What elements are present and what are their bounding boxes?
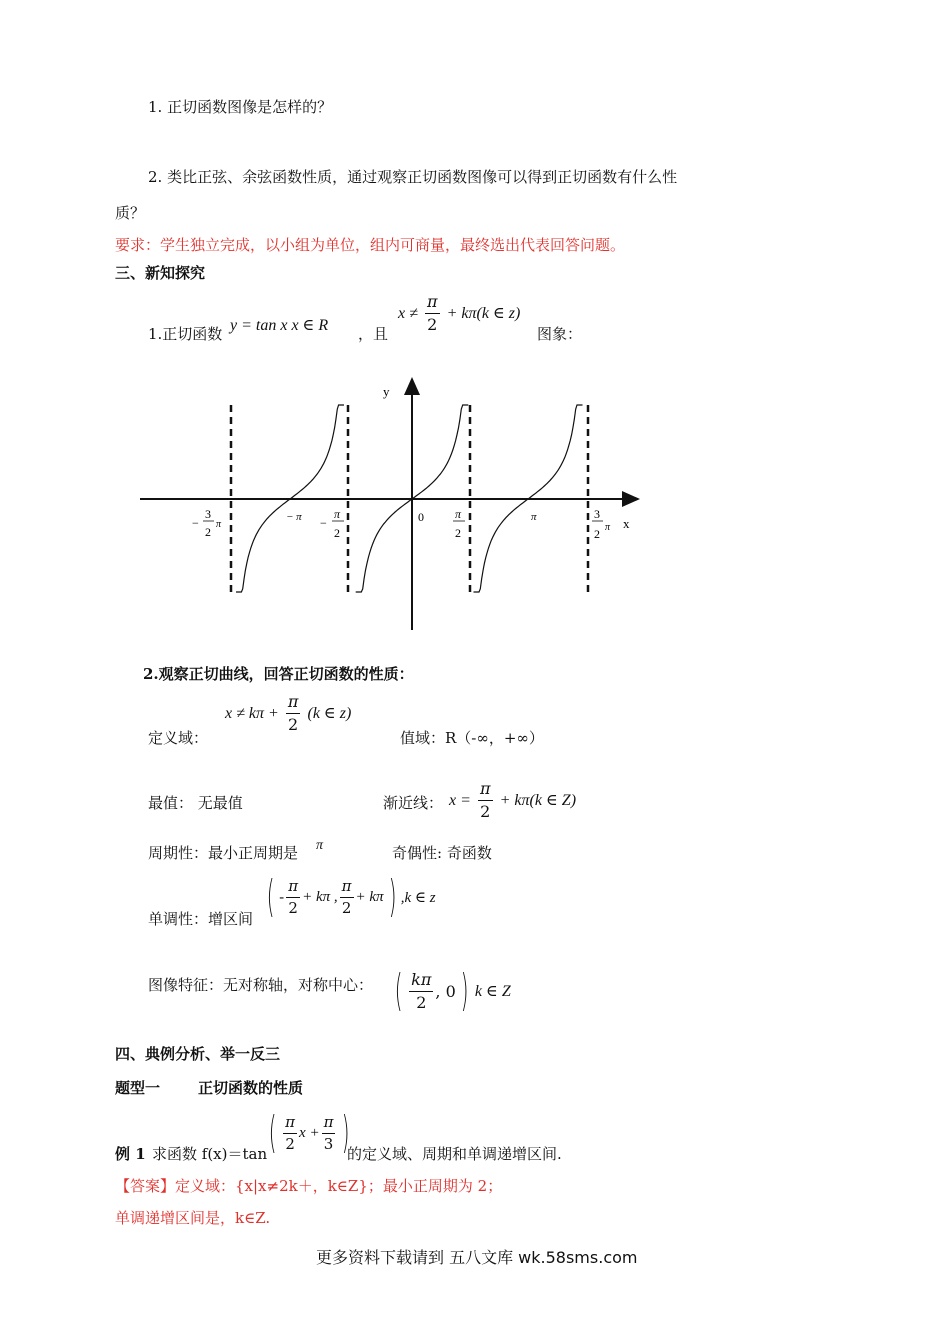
svg-text:π: π: [334, 507, 341, 521]
svg-text:2: 2: [334, 526, 340, 540]
monotonic-label: 单调性：增区间: [148, 910, 254, 928]
svg-text:2: 2: [205, 525, 211, 539]
svg-text:π: π: [216, 519, 222, 530]
svg-text:3: 3: [594, 507, 600, 521]
domain-formula: x ≠ kπ + $\frac{\pi}{2}$ (k ∈ z): [225, 692, 352, 734]
domain-label: 定义域：: [148, 729, 209, 747]
requirement-text: 要求：学生独立完成，以小组为单位，组内可商量，最终选出代表回答问题。: [115, 236, 626, 254]
question-2-line1: 2. 类比正弦、余弦函数性质，通过观察正切函数图像可以得到正切函数有什么性: [148, 168, 678, 186]
example-1-prefix: 求函数 f(x)＝tan: [152, 1145, 268, 1163]
item1-suffix: 图象：: [537, 325, 583, 343]
type1-label: 题型一: [115, 1079, 161, 1097]
pi-label: π: [531, 511, 537, 523]
svg-text:2: 2: [594, 527, 600, 541]
parity-text: 奇偶性: 奇函数: [392, 844, 492, 862]
item2-heading: 2.观察正切曲线，回答正切函数的性质：: [143, 665, 414, 683]
item1-prefix: 1.正切函数: [148, 325, 223, 343]
question-1: 1. 正切函数图像是怎样的？: [148, 98, 333, 116]
item1-condition: x ≠ $\frac{\pi}{2}$ + kπ(k ∈ z): [398, 292, 521, 334]
footer-link[interactable]: 更多资料下载请到 五八文库 wk.58sms.com: [316, 1248, 638, 1267]
symmetry-label: 图像特征：无对称轴，对称中心：: [148, 976, 374, 994]
x-axis-label: x: [623, 516, 630, 531]
svg-text:π: π: [455, 507, 462, 521]
extreme-text: 最值： 无最值: [148, 794, 243, 812]
asymptote-formula: x = $\frac{\pi}{2}$ + kπ(k ∈ Z): [449, 779, 577, 821]
svg-text:π: π: [605, 522, 611, 533]
range-text: 值域：R（-∞，+∞）: [400, 729, 544, 747]
svg-text:−: −: [320, 516, 327, 530]
period-value: π: [316, 838, 324, 853]
pos-3pi2-label: [592, 507, 611, 541]
pi2-label: [453, 507, 465, 540]
period-text: 周期性：最小正周期是: [148, 844, 299, 862]
symmetry-center: ( $\frac{k\pi}{2}$ , 0 ) k ∈ Z: [394, 965, 511, 1016]
svg-text:2: 2: [455, 526, 461, 540]
y-axis-label: y: [383, 384, 390, 399]
type1-title: 正切函数的性质: [198, 1079, 304, 1097]
section-3-heading: 三、新知探究: [115, 264, 206, 282]
item1-equation: y = tan x x ∈ R: [230, 317, 329, 334]
origin-label: 0: [418, 510, 424, 524]
svg-text:−: −: [192, 516, 199, 530]
question-2-line2: 质？: [115, 204, 146, 222]
monotonic-interval: ( - $\frac{\pi}{2}$ + kπ , $\frac{\pi}{2}$ + kπ ) ,k ∈ z: [266, 871, 436, 922]
svg-text:3: 3: [205, 507, 211, 521]
section-4-heading: 四、典例分析、举一反三: [115, 1045, 281, 1063]
example-1-suffix: 的定义域、周期和单调递增区间.: [347, 1145, 562, 1163]
neg-pi2-label: [320, 507, 344, 540]
example-1-label: 例 1: [115, 1145, 146, 1163]
answer-line-1: 【答案】定义域：{x|x≠2k＋，k∈Z}；最小正周期为 2；: [115, 1177, 503, 1195]
asymptote-label: 渐近线：: [383, 794, 444, 812]
example-1-argument: ( $\frac{\pi}{2}$ x + $\frac{\pi}{3}$ ): [268, 1107, 350, 1158]
neg-pi-label: − π: [286, 511, 302, 523]
answer-line-2: 单调递增区间是，k∈Z.: [115, 1209, 271, 1227]
neg-3pi2-label: [192, 507, 222, 539]
item1-and: ，且: [358, 325, 389, 343]
